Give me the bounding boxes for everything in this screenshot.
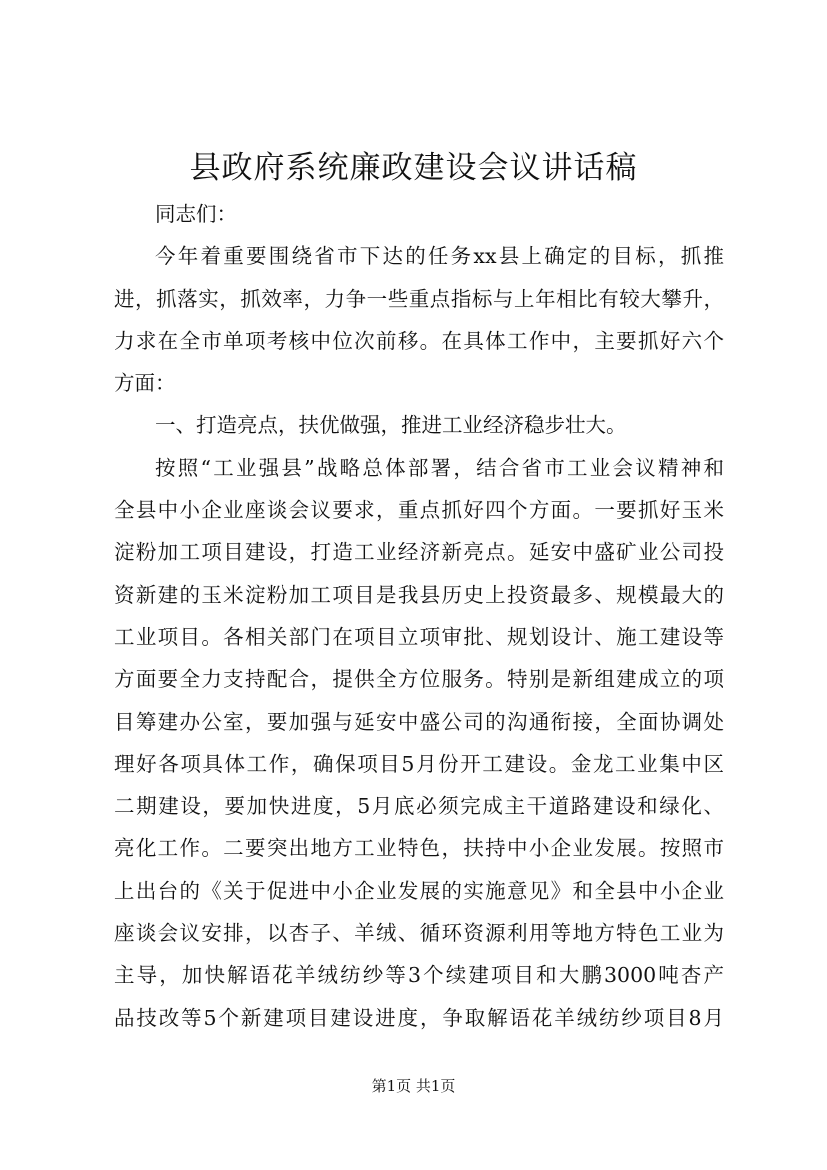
document-body — [114, 193, 724, 1039]
paragraph-line: 理好各项具体工作，确保项目5月份开工建设。金龙工业集中区 — [114, 751, 724, 776]
paragraph-line: 二期建设，要加快进度，5月底必须完成主干道路建设和绿化、 — [114, 794, 724, 819]
section-heading: 一、打造亮点，扶优做强，推进工业经济稳步壮大。 — [155, 413, 627, 438]
paragraph-line: 方面要全力支持配合，提供全方位服务。特别是新组建成立的项 — [114, 667, 724, 692]
page-footer: 第1页 共1页 — [371, 1077, 456, 1095]
paragraph-line: 亮化工作。二要突出地方工业特色，扶持中小企业发展。按照市 — [114, 836, 724, 861]
paragraph-line: 主导，加快解语花羊绒纺纱等3个续建项目和大鹏3000吨杏产 — [114, 963, 724, 988]
paragraph-line: 工业项目。各相关部门在项目立项审批、规划设计、施工建设等 — [114, 624, 724, 649]
paragraph-line: 全县中小企业座谈会议要求，重点抓好四个方面。一要抓好玉米 — [114, 498, 724, 523]
paragraph-line: 进，抓落实，抓效率，力争一些重点指标与上年相比有较大攀升， — [114, 286, 724, 311]
paragraph-line: 方面： — [114, 371, 176, 396]
paragraph-line: 按照“工业强县”战略总体部署，结合省市工业会议精神和 — [155, 455, 724, 480]
paragraph-line: 资新建的玉米淀粉加工项目是我县历史上投资最多、规模最大的 — [114, 582, 724, 607]
paragraph-line: 上出台的《关于促进中小企业发展的实施意见》和全县中小企业 — [114, 878, 724, 903]
paragraph-line: 淀粉加工项目建设，打造工业经济新亮点。延安中盛矿业公司投 — [114, 540, 724, 565]
paragraph-line: 品技改等5个新建项目建设进度，争取解语花羊绒纺纱项目8月 — [114, 1005, 724, 1030]
paragraph-line: 今年着重要围绕省市下达的任务xx县上确定的目标，抓推 — [155, 244, 724, 269]
paragraph-line: 同志们： — [155, 202, 237, 226]
document-title: 县政府系统廉政建设会议讲话稿 — [189, 150, 638, 186]
paragraph-line: 目筹建办公室，要加强与延安中盛公司的沟通衔接，全面协调处 — [114, 709, 724, 734]
paragraph-line: 力求在全市单项考核中位次前移。在具体工作中，主要抓好六个 — [114, 328, 724, 353]
paragraph-line: 座谈会议安排，以杏子、羊绒、循环资源利用等地方特色工业为 — [114, 921, 724, 946]
